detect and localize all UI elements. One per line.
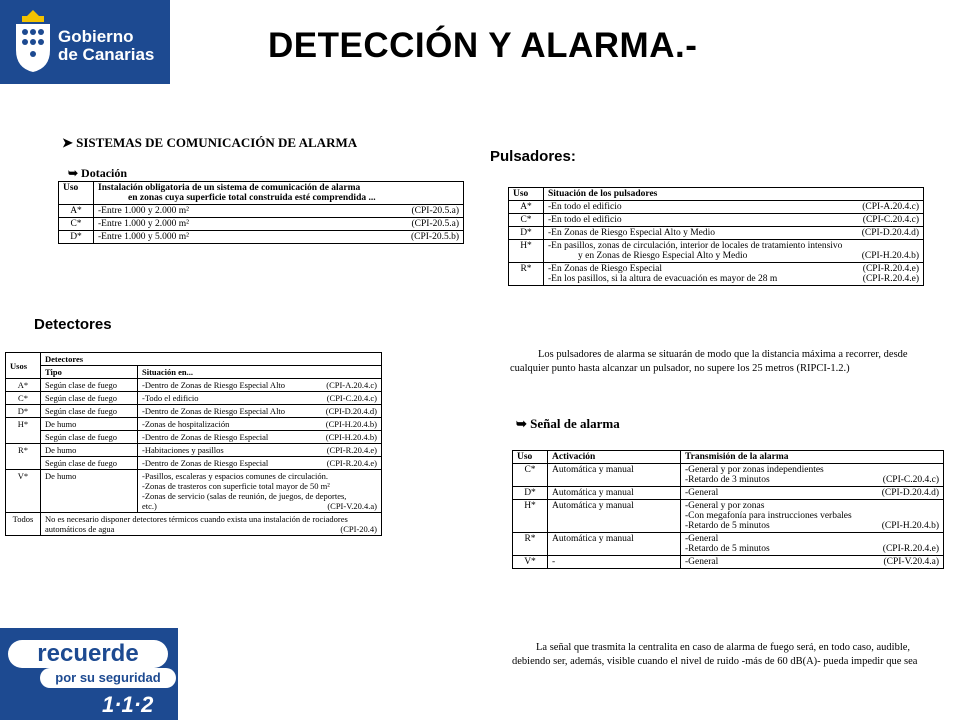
table-row: C* Automática y manual -General y por zonas independientes -Retardo de 3 minutos (CPI-C.20.4.c) (513, 464, 944, 487)
table-row: C* Según clase de fuego -Todo el edificio (CPI-C.20.4.c) (6, 392, 382, 405)
comunicacion-table (58, 181, 464, 244)
table-row: R* -En Zonas de Riesgo Especial (CPI-R.20.4.e) -En los pasillos, si la altura de evacuación es mayor de 28 m (CPI-R.20.4.e) (509, 263, 924, 286)
logo-112: 1·1·2 (102, 692, 154, 717)
table-row: D* -Entre 1.000 y 5.000 m² (CPI-20.5.b) (59, 231, 464, 244)
col-situacion: Situación de los pulsadores (544, 188, 924, 201)
table-row: R* De humo -Habitaciones y pasillos (CPI-R.20.4.e) (6, 444, 382, 457)
gobierno-canarias-logo (0, 0, 170, 84)
col-activacion: Activación (548, 451, 681, 464)
table-row: H* -En pasillos, zonas de circulación, interior de locales de tratamiento intensivo y en Zonas de Riesgo Especial Alto y Medio (CPI-H.20.4.b) (509, 240, 924, 263)
col-usos: Usos (6, 353, 41, 379)
senal-table (512, 450, 944, 569)
table-row: V* - -General (CPI-V.20.4.a) (513, 556, 944, 569)
col-instalacion: Instalación obligatoria de un sistema de comunicación de alarma en zonas cuya superficie total construida esté comprendida ... (94, 182, 464, 205)
senal-heading: ➥ Señal de alarma (516, 416, 620, 431)
logo-seguridad: por su seguridad (40, 668, 176, 688)
col-uso: Uso (509, 188, 544, 201)
comunicacion-heading: ➤ SISTEMAS DE COMUNICACIÓN DE ALARMA (62, 135, 358, 150)
table-row: C* -En todo el edificio (CPI-C.20.4.c) (509, 214, 924, 227)
table-row: Según clase de fuego -Dentro de Zonas de Riesgo Especial (CPI-H.20.4.b) (6, 431, 382, 444)
page-title: DETECCIÓN Y ALARMA.- (268, 26, 698, 65)
table-row: C* -Entre 1.000 y 2.000 m² (CPI-20.5.a) (59, 218, 464, 231)
col-detectores: Detectores (41, 353, 382, 366)
table-row: D* Automática y manual -General (CPI-D.20.4.d) (513, 487, 944, 500)
logo-line1: Gobierno (58, 27, 134, 46)
recuerde-112-logo (0, 628, 178, 720)
pulsadores-table (508, 187, 924, 286)
senal-note: La señal que trasmita la centralita en caso de alarma de fuego será, en todo caso, audible, debiendo ser, además, visible cuando el nivel de ruido -más de 60 dB(A)- pueda impedir que sea (512, 642, 918, 667)
table-row: V* De humo -Pasillos, escaleras y espacios comunes de circulación. -Zonas de trasteros con superficie total mayor de 50 m² -Zonas de servicio (salas de reunión, de juegos, de deportes, etc.) (CPI-V.20.4.a) (6, 470, 382, 513)
table-row: A* Según clase de fuego -Dentro de Zonas de Riesgo Especial Alto (CPI-A.20.4.c) (6, 379, 382, 392)
pulsadores-note: Los pulsadores de alarma se situarán de modo que la distancia máxima a recorrer, desde cualquier punto hasta alcanzar un pulsador, no supere los 25 metros (RIPCI-1.2.) (510, 349, 908, 374)
table-row: Todos No es necesario disponer detectores térmicos cuando exista una instalación de rociadores automáticos de agua (CPI-20.4) (6, 513, 382, 536)
table-row: A* -En todo el edificio (CPI-A.20.4.c) (509, 201, 924, 214)
table-row: D* Según clase de fuego -Dentro de Zonas de Riesgo Especial Alto (CPI-D.20.4.d) (6, 405, 382, 418)
table-row: H* De humo -Zonas de hospitalización (CPI-H.20.4.b) (6, 418, 382, 431)
table-row: R* Automática y manual -General -Retardo de 5 minutos (CPI-R.20.4.e) (513, 533, 944, 556)
dotacion-heading: ➥ Dotación (68, 166, 128, 180)
logo-line2: de Canarias (58, 45, 155, 64)
detectores-table (5, 352, 382, 536)
table-row: D* -En Zonas de Riesgo Especial Alto y Medio (CPI-D.20.4.d) (509, 227, 924, 240)
col-uso: Uso (513, 451, 548, 464)
col-transmision: Transmisión de la alarma (681, 451, 944, 464)
logo-recuerde: recuerde (8, 640, 168, 668)
col-tipo: Tipo (41, 366, 138, 379)
table-row: H* Automática y manual -General y por zonas -Con megafonía para instrucciones verbales -Retardo de 5 minutos (CPI-H.20.4.b) (513, 500, 944, 533)
col-uso: Uso (59, 182, 94, 205)
col-situacion: Situación en... (138, 366, 382, 379)
pulsadores-label: Pulsadores: (490, 148, 576, 165)
detectores-label: Detectores (34, 316, 112, 333)
table-row: Según clase de fuego -Dentro de Zonas de Riesgo Especial (CPI-R.20.4.e) (6, 457, 382, 470)
table-row: A* -Entre 1.000 y 2.000 m² (CPI-20.5.a) (59, 205, 464, 218)
crest-icon (12, 8, 54, 74)
